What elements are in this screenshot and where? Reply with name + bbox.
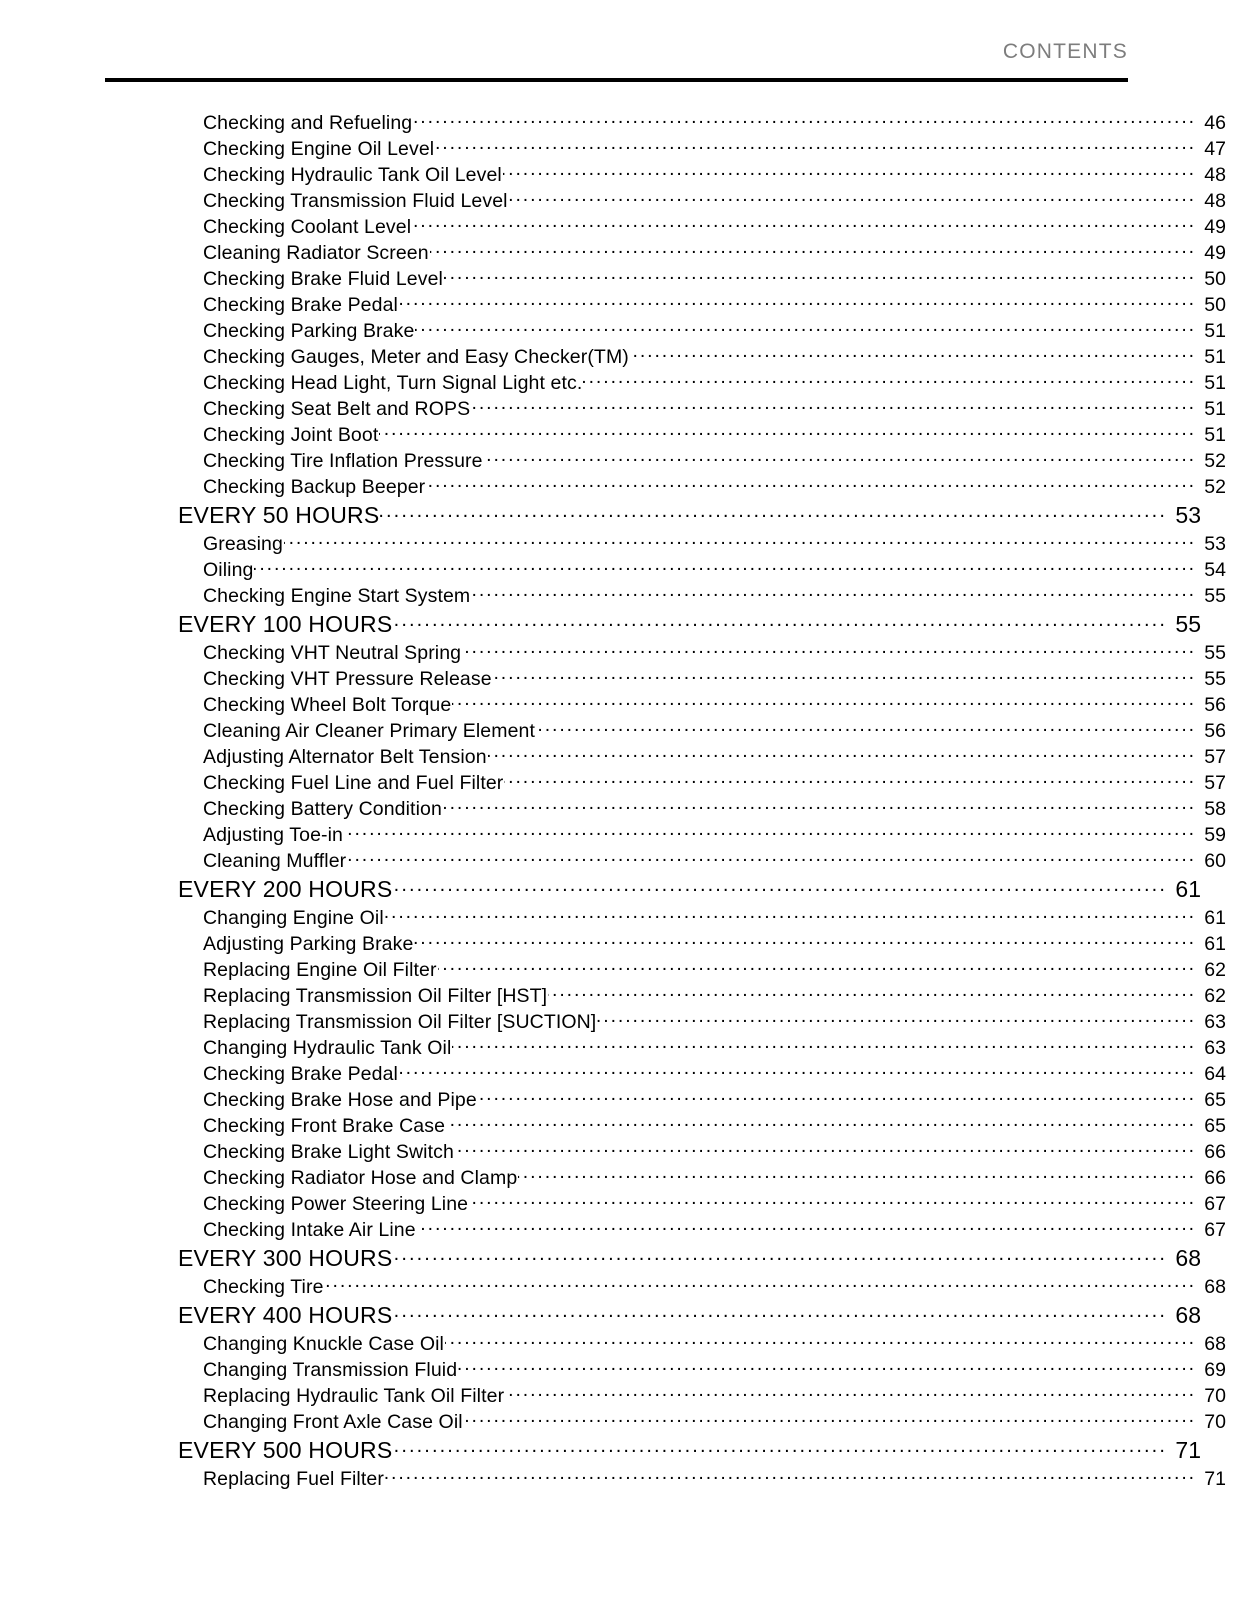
toc-page-number: 71 [1204,1468,1226,1490]
toc-page-number: 56 [1204,720,1226,742]
toc-page-number: 66 [1204,1141,1226,1163]
toc-entry-row[interactable] [105,294,1226,320]
toc-page-number: 53 [1175,502,1201,528]
toc-entry-label: Checking Joint Boot [203,424,379,446]
toc-entry-label: Adjusting Alternator Belt Tension [203,746,487,768]
toc-entry-label: Changing Engine Oil [203,907,384,929]
toc-page-number: 67 [1204,1219,1226,1241]
toc-entry-label: Checking Brake Pedal [203,294,398,316]
toc-entry-label: Greasing [203,533,283,555]
toc-dot-leader [347,851,1196,867]
toc-page-number: 70 [1204,1411,1226,1433]
toc-entry-row[interactable] [105,772,1226,798]
toc-page-number: 48 [1204,190,1226,212]
toc-dot-leader [493,669,1196,685]
toc-dot-leader [385,908,1196,924]
toc-page-number: 63 [1204,1037,1226,1059]
toc-entry-row[interactable] [105,1333,1226,1359]
toc-page-number: 55 [1204,668,1226,690]
toc-dot-leader [536,721,1196,737]
toc-entry-row[interactable] [105,1276,1226,1302]
toc-page-number: 66 [1204,1167,1226,1189]
toc-entry-row[interactable] [105,164,1226,190]
toc-page-number: 60 [1204,850,1226,872]
toc-page-number: 51 [1204,346,1226,368]
toc-entry-row[interactable] [105,216,1226,242]
toc-dot-leader [385,1469,1196,1485]
toc-page-number: 46 [1204,112,1226,134]
toc-entry-label: Checking Coolant Level [203,216,412,238]
toc-entry-label: Replacing Transmission Oil Filter [SUCTION] [203,1011,597,1033]
toc-dot-leader [380,507,1167,523]
toc-dot-leader [415,321,1196,337]
toc-entry-row[interactable] [105,850,1226,876]
toc-section-row[interactable] [105,1245,1201,1276]
toc-entry-row[interactable] [105,1141,1226,1167]
toc-entry-label: Checking Power Steering Line [203,1193,469,1215]
toc-page-number: 52 [1204,450,1226,472]
toc-dot-leader [455,1142,1196,1158]
toc-dot-leader [325,1277,1196,1293]
toc-entry-label: EVERY 200 HOURS [178,876,393,902]
toc-entry-row[interactable] [105,190,1226,216]
toc-entry-label: Checking Battery Condition [203,798,442,820]
toc-entry-row[interactable] [105,138,1226,164]
toc-entry-label: Checking Engine Start System [203,585,471,607]
toc-entry-row[interactable] [105,720,1226,746]
toc-page-number: 56 [1204,694,1226,716]
toc-entry-row[interactable] [105,320,1226,346]
toc-entry-label: Changing Knuckle Case Oil [203,1333,444,1355]
toc-page-number: 64 [1204,1063,1226,1085]
toc-page-number: 65 [1204,1089,1226,1111]
toc-dot-leader [452,695,1196,711]
toc-dot-leader [393,1442,1167,1458]
toc-dot-leader [471,399,1196,415]
toc-entry-label: Checking Transmission Fluid Level [203,190,508,212]
toc-dot-leader [393,881,1167,897]
toc-dot-leader [413,113,1196,129]
toc-page-number: 57 [1204,746,1226,768]
toc-dot-leader [344,825,1196,841]
toc-section-row[interactable] [105,876,1201,907]
toc-dot-leader [435,139,1196,155]
toc-entry-label: Checking Radiator Hose and Clamp [203,1167,518,1189]
toc-entry-label: Checking Engine Oil Level [203,138,435,160]
toc-dot-leader [417,1220,1196,1236]
toc-dot-leader [509,191,1196,207]
toc-dot-leader [438,960,1196,976]
toc-page-number: 63 [1204,1011,1226,1033]
toc-page-number: 68 [1204,1276,1226,1298]
toc-dot-leader [518,1168,1196,1184]
toc-entry-row[interactable] [105,1193,1226,1219]
toc-entry-row[interactable] [105,1063,1226,1089]
toc-dot-leader [379,425,1196,441]
toc-entry-label: Checking Brake Light Switch [203,1141,454,1163]
toc-dot-leader [426,477,1196,493]
toc-page-number: 51 [1204,424,1226,446]
toc-entry-row[interactable] [105,933,1226,959]
toc-entry-label: Adjusting Parking Brake [203,933,414,955]
toc-dot-leader [583,373,1196,389]
toc-dot-leader [597,1012,1196,1028]
toc-entry-label: EVERY 50 HOURS [178,502,380,528]
toc-entry-label: Replacing Fuel Filter [203,1468,384,1490]
toc-page-number: 55 [1204,642,1226,664]
toc-entry-row[interactable] [105,1468,1226,1494]
toc-entry-label: Changing Hydraulic Tank Oil [203,1037,452,1059]
toc-page-number: 57 [1204,772,1226,794]
toc-entry-row[interactable] [105,533,1226,559]
toc-dot-leader [503,165,1196,181]
toc-entry-row[interactable] [105,824,1226,850]
toc-dot-leader [414,934,1196,950]
toc-entry-label: Cleaning Air Cleaner Primary Element [203,720,535,742]
toc-entry-row[interactable] [105,1219,1226,1245]
toc-dot-leader [469,1194,1196,1210]
toc-entry-row[interactable] [105,1115,1226,1141]
header-divider [105,78,1128,82]
toc-entry-row[interactable] [105,450,1226,476]
toc-entry-label: Replacing Transmission Oil Filter [HST] [203,985,548,1007]
toc-entry-label: Checking Seat Belt and ROPS [203,398,471,420]
toc-entry-row[interactable] [105,985,1226,1011]
toc-page-number: 68 [1175,1245,1201,1271]
toc-entry-label: Checking Head Light, Turn Signal Light etc. [203,372,583,394]
toc-dot-leader [462,643,1196,659]
toc-page-number: 51 [1204,398,1226,420]
toc-page-number: 61 [1204,907,1226,929]
toc-page-number: 68 [1175,1302,1201,1328]
toc-entry-label: Checking Wheel Bolt Torque [203,694,452,716]
toc-entry-label: Changing Front Axle Case Oil [203,1411,463,1433]
toc-dot-leader [478,1090,1196,1106]
toc-entry-label: Checking and Refueling [203,112,413,134]
toc-page-number: 53 [1204,533,1226,555]
toc-dot-leader [284,534,1196,550]
toc-dot-leader [254,560,1196,576]
toc-dot-leader [443,799,1196,815]
toc-entry-row[interactable] [105,112,1226,138]
toc-page-number: 51 [1204,320,1226,342]
toc-dot-leader [548,986,1196,1002]
toc-dot-leader [446,1116,1196,1132]
toc-page-number: 52 [1204,476,1226,498]
toc-page-number: 50 [1204,268,1226,290]
toc-entry-row[interactable] [105,559,1226,585]
toc-entry-row[interactable] [105,268,1226,294]
toc-entry-row[interactable] [105,1089,1226,1115]
page-header [105,40,1128,64]
toc-entry-row[interactable] [105,424,1226,450]
toc-entry-label: EVERY 100 HOURS [178,611,393,637]
toc-entry-row[interactable] [105,694,1226,720]
toc-page-number: 48 [1204,164,1226,186]
toc-entry-row[interactable] [105,798,1226,824]
toc-dot-leader [393,1307,1167,1323]
toc-dot-leader [444,269,1196,285]
toc-entry-row[interactable] [105,242,1226,268]
toc-entry-label: Changing Transmission Fluid [203,1359,458,1381]
toc-page-number: 61 [1204,933,1226,955]
toc-page-number: 51 [1204,372,1226,394]
toc-page-number: 58 [1204,798,1226,820]
toc-page-number: 50 [1204,294,1226,316]
toc-dot-leader [452,1038,1196,1054]
toc-dot-leader [393,616,1167,632]
toc-entry-label: EVERY 400 HOURS [178,1302,393,1328]
toc-entry-row[interactable] [105,1359,1226,1385]
toc-entry-label: Checking VHT Neutral Spring [203,642,462,664]
toc-section-row[interactable] [105,502,1201,533]
toc-entry-row[interactable] [105,346,1226,372]
toc-entry-label: Checking Brake Hose and Pipe [203,1089,477,1111]
toc-dot-leader [504,773,1196,789]
toc-entry-row[interactable] [105,642,1226,668]
toc-dot-leader [430,243,1196,259]
toc-entry-row[interactable] [105,746,1226,772]
page-header-title: CONTENTS [1002,40,1128,63]
toc-entry-label: Checking Front Brake Case [203,1115,446,1137]
toc-entry-label: Checking Parking Brake [203,320,415,342]
toc-entry-label: Replacing Engine Oil Filter [203,959,437,981]
toc-entry-label: Checking Gauges, Meter and Easy Checker(TM) [203,346,629,368]
toc-page-number: 49 [1204,216,1226,238]
toc-dot-leader [484,451,1196,467]
toc-dot-leader [505,1386,1196,1402]
toc-entry-label: Checking Fuel Line and Fuel Filter [203,772,504,794]
toc-dot-leader [458,1360,1196,1376]
toc-entry-label: Checking Backup Beeper [203,476,426,498]
toc-dot-leader [488,747,1196,763]
toc-page-number: 47 [1204,138,1226,160]
toc-entry-label: EVERY 300 HOURS [178,1245,393,1271]
toc-entry-label: Oiling [203,559,254,581]
toc-entry-row[interactable] [105,1037,1226,1063]
toc-entry-row[interactable] [105,585,1226,611]
toc-section-row[interactable] [105,1437,1201,1468]
toc-page-number: 55 [1175,611,1201,637]
toc-page-number: 65 [1204,1115,1226,1137]
toc-entry-row[interactable] [105,372,1226,398]
toc-page-number: 70 [1204,1385,1226,1407]
toc-page-number: 61 [1175,876,1201,902]
toc-entry-row[interactable] [105,1167,1226,1193]
toc-page-number: 54 [1204,559,1226,581]
toc-entry-label: Adjusting Toe-in [203,824,343,846]
toc-entry-row[interactable] [105,959,1226,985]
toc-entry-label: Checking Tire Inflation Pressure [203,450,483,472]
toc-page-number: 68 [1204,1333,1226,1355]
toc-entry-row[interactable] [105,1385,1226,1411]
toc-section-row[interactable] [105,611,1201,642]
toc-list [105,112,1226,1494]
toc-page-number: 59 [1204,824,1226,846]
toc-dot-leader [630,347,1196,363]
toc-page-number: 67 [1204,1193,1226,1215]
toc-page-number: 69 [1204,1359,1226,1381]
toc-dot-leader [412,217,1196,233]
toc-entry-label: Checking Hydraulic Tank Oil Level [203,164,502,186]
toc-dot-leader [393,1250,1167,1266]
toc-dot-leader [464,1412,1196,1428]
toc-entry-label: Checking Intake Air Line [203,1219,416,1241]
toc-entry-row[interactable] [105,1011,1226,1037]
toc-entry-row[interactable] [105,1411,1226,1437]
toc-page-number: 62 [1204,959,1226,981]
toc-entry-label: Cleaning Radiator Screen [203,242,429,264]
toc-entry-label: Checking Brake Pedal [203,1063,398,1085]
toc-section-row[interactable] [105,1302,1201,1333]
toc-page-number: 55 [1204,585,1226,607]
toc-entry-label: Checking Brake Fluid Level [203,268,443,290]
toc-entry-label: Checking VHT Pressure Release [203,668,492,690]
toc-entry-row[interactable] [105,476,1226,502]
toc-dot-leader [471,586,1196,602]
toc-entry-label: EVERY 500 HOURS [178,1437,393,1463]
toc-entry-label: Checking Tire [203,1276,324,1298]
toc-entry-row[interactable] [105,398,1226,424]
toc-page-number: 71 [1175,1437,1201,1463]
toc-dot-leader [445,1334,1196,1350]
toc-entry-row[interactable] [105,907,1226,933]
toc-page-number: 62 [1204,985,1226,1007]
toc-entry-row[interactable] [105,668,1226,694]
toc-dot-leader [399,295,1196,311]
toc-dot-leader [399,1064,1196,1080]
toc-entry-label: Replacing Hydraulic Tank Oil Filter [203,1385,505,1407]
toc-entry-label: Cleaning Muffler [203,850,347,872]
toc-page-number: 49 [1204,242,1226,264]
